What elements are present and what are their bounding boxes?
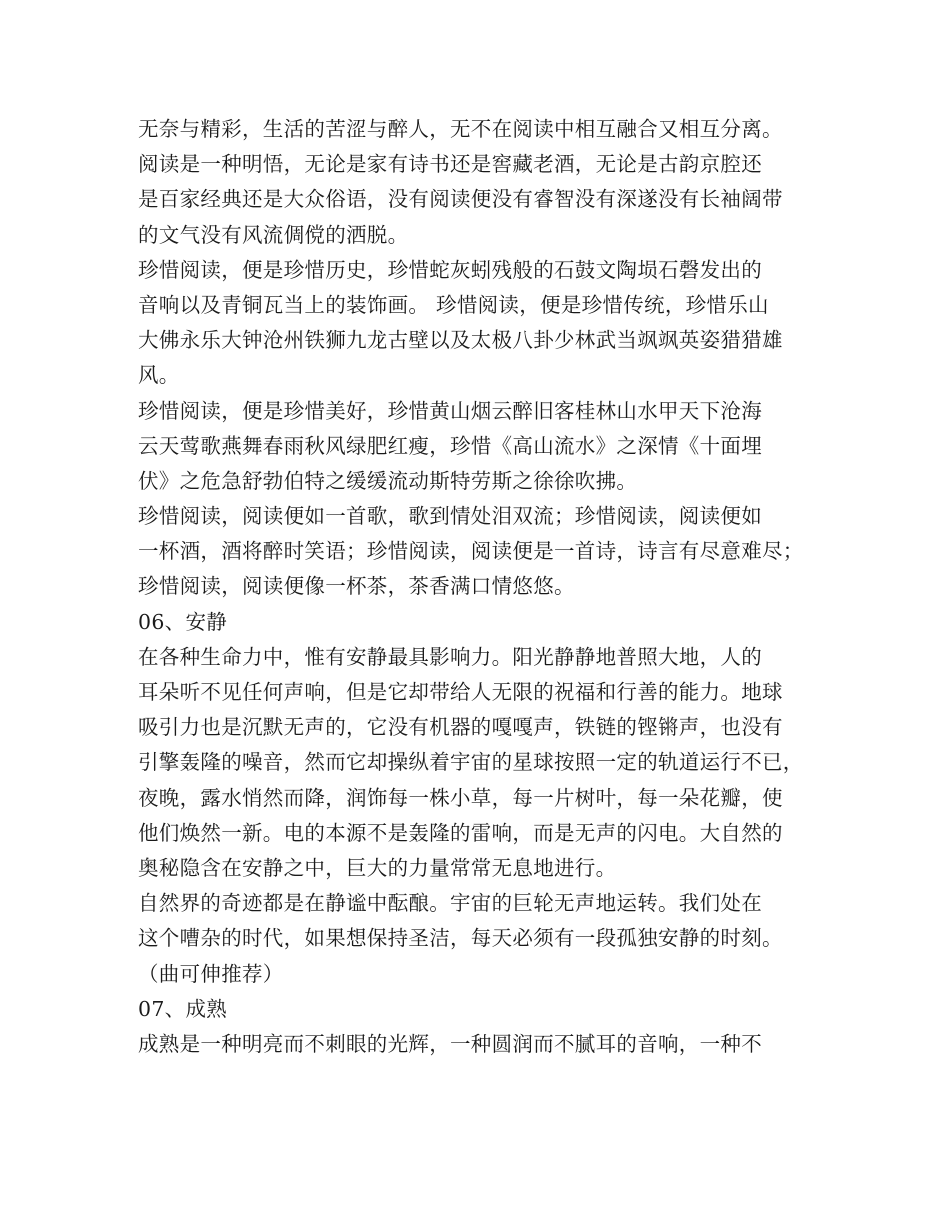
text-line: 耳朵听不见任何声响，但是它却带给人无限的祝福和行善的能力。地球 <box>138 680 783 704</box>
text-line: 自然界的奇迹都是在静谧中酝酿。宇宙的巨轮无声地运转。我们处在 <box>138 891 762 916</box>
section-heading: 06、安静 <box>138 609 228 634</box>
text-line: 引擎轰隆的噪音，然而它却操纵着宇宙的星球按照一定的轨道运行不已， <box>138 750 804 775</box>
text-line: 成熟是一种明亮而不刺眼的光辉，一种圆润而不腻耳的音响，一种不 <box>138 1031 762 1056</box>
text-line: 这个嘈杂的时代，如果想保持圣洁，每天必须有一段孤独安静的时刻。 <box>138 926 783 951</box>
text-line: 珍惜阅读，阅读便如一首歌，歌到情处泪双流；珍惜阅读，阅读便如 <box>138 504 762 529</box>
text-line: 夜晚，露水悄然而降，润饰每一株小草，每一片树叶，每一朵花瓣，使 <box>138 785 783 810</box>
text-line: 奥秘隐含在安静之中，巨大的力量常常无息地进行。 <box>138 855 617 880</box>
text-line: 无奈与精彩，生活的苦涩与醉人，无不在阅读中相互融合又相互分离。 <box>138 117 783 141</box>
text-line: 一杯酒，酒将醉时笑语；珍惜阅读，阅读便是一首诗，诗言有尽意难尽； <box>138 539 804 564</box>
recommendation-note: （曲可伸推荐） <box>138 961 284 986</box>
text-line: 云天莺歌燕舞春雨秋风绿肥红瘦，珍惜《高山流水》之深情《十面埋 <box>138 433 762 458</box>
text-line: 他们焕然一新。电的本源不是轰隆的雷响，而是无声的闪电。大自然的 <box>138 820 783 845</box>
text-line: 阅读是一种明悟，无论是家有诗书还是窖藏老酒，无论是古韵京腔还 <box>138 152 762 177</box>
body-text <box>138 112 818 1062</box>
text-line: 珍惜阅读，阅读便像一杯茶，茶香满口情悠悠。 <box>138 574 575 599</box>
text-line: 是百家经典还是大众俗语，没有阅读便没有睿智没有深遂没有长袖阔带 <box>138 187 783 212</box>
text-line: 珍惜阅读，便是珍惜历史，珍惜蛇灰蚓残般的石鼓文陶埙石磬发出的 <box>138 257 762 282</box>
text-line: 风。 <box>138 363 180 388</box>
text-line: 音响以及青铜瓦当上的装饰画。 珍惜阅读，便是珍惜传统，珍惜乐山 <box>138 292 769 317</box>
text-line: 吸引力也是沉默无声的，它没有机器的嘎嘎声，铁链的铿锵声，也没有 <box>138 715 783 740</box>
section-heading: 07、成熟 <box>138 996 228 1021</box>
text-line: 的文气没有风流倜傥的洒脱。 <box>138 222 409 247</box>
text-line: 珍惜阅读，便是珍惜美好，珍惜黄山烟云醉旧客桂林山水甲天下沧海 <box>138 398 762 423</box>
text-line: 大佛永乐大钟沧州铁狮九龙古壁以及太极八卦少林武当飒飒英姿猎猎雄 <box>138 328 783 353</box>
text-line: 伏》之危急舒勃伯特之缓缓流动斯特劳斯之徐徐吹拂。 <box>138 468 638 493</box>
text-line: 在各种生命力中，惟有安静最具影响力。阳光静静地普照大地，人的 <box>138 644 762 669</box>
